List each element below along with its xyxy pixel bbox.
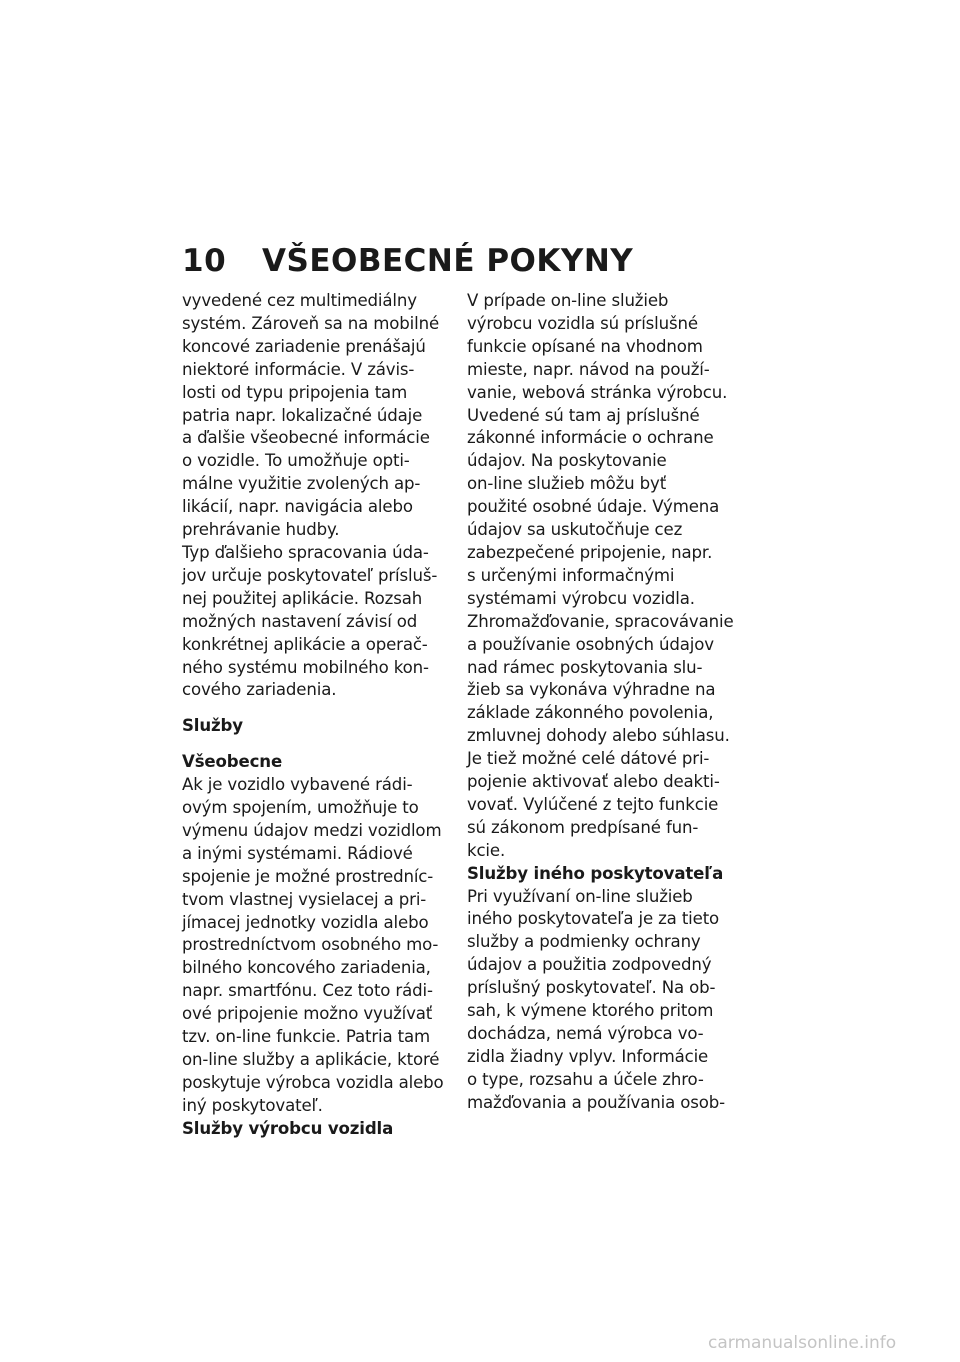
left-column xyxy=(182,290,452,1141)
chapter-number: 10 xyxy=(182,243,227,279)
subsection-heading-sluzby-ineho: Služby iného poskytovateľa xyxy=(467,863,724,883)
paragraph: Zhromažďovanie, spracovávanie a používanie osobných údajov nad rámec poskytovania slu- žieb sa vykonáva výhradne na základe zákonného povolenia, zmluvnej dohody alebo súhlasu. xyxy=(467,611,734,746)
paragraph: Je tiež možné celé dátové pri- pojenie aktivovať alebo deakti- vovať. Vylúčené z tejto funkcie sú zákonom predpísané fun- kcie. xyxy=(467,749,720,860)
paragraph: vyvedené cez multimediálny systém. Zároveň sa na mobilné koncové zariadenie prenášajú niektoré informácie. V závis- losti od typu pripojenia tam patria napr. lokalizačné údaje a ďalšie všeobecné informácie o vozidle. To umožňuje opti- málne využitie zvolených ap- likácií, napr. navigácia alebo prehrávanie hudby. xyxy=(182,291,440,540)
watermark: carmanualsonline.info xyxy=(708,1333,897,1353)
page-title xyxy=(182,243,633,279)
right-column xyxy=(467,290,737,1115)
subsection-heading-sluzby-vyrobcu: Služby výrobcu vozidla xyxy=(182,1118,394,1138)
paragraph: V prípade on-line služieb výrobcu vozidla sú príslušné funkcie opísané na vhodnom mieste, napr. návod na použí- vanie, webová stránka výrobcu. Uvedené sú tam aj príslušné zákonné informácie o ochrane údajov. Na poskytovanie on-line služieb môžu byť použité osobné údaje. Výmena údajov sa uskutočňuje cez zabezpečené pripojenie, napr. s určenými informačnými systémami výrobcu vozidla. xyxy=(467,291,728,608)
paragraph: Typ ďalšieho spracovania úda- jov určuje poskytovateľ prísluš- nej použitej aplikácie. Rozsah možných nastavení závisí od konkrétnej aplikácie a operač- ného systému mobilného kon- cového zariadenia. xyxy=(182,542,438,700)
paragraph: Ak je vozidlo vybavené rádi- ovým spojením, umožňuje to výmenu údajov medzi vozidlom a inými systémami. Rádiové spojenie je možné prostredníc- tvom vlastnej vysielacej a pri- jímacej jednotky vozidla alebo prostredníctvom osobného mo- bilného koncového zariadenia, napr. smartfónu. Cez toto rádi- ové pripojenie možno využívať tzv. on-line funkcie. Patria tam on-line služby a aplikácie, ktoré poskytuje výrobca vozidla alebo iný poskytovateľ. xyxy=(182,775,444,1115)
chapter-title: VŠEOBECNÉ POKYNY xyxy=(262,243,634,279)
paragraph: Pri využívaní on-line služieb iného poskytovateľa je za tieto služby a podmienky ochrany údajov a použitia zodpovedný príslušný poskytovateľ. Na ob- sah, k výmene ktorého pritom dochádza, nemá výrobca vo- zidla žiadny vplyv. Informácie o type, rozsahu a účele zhro- mažďovania a používania osob- xyxy=(467,886,725,1112)
subsection-heading-vseobecne: Všeobecne xyxy=(182,752,283,772)
section-heading-sluzby: Služby xyxy=(182,716,243,736)
